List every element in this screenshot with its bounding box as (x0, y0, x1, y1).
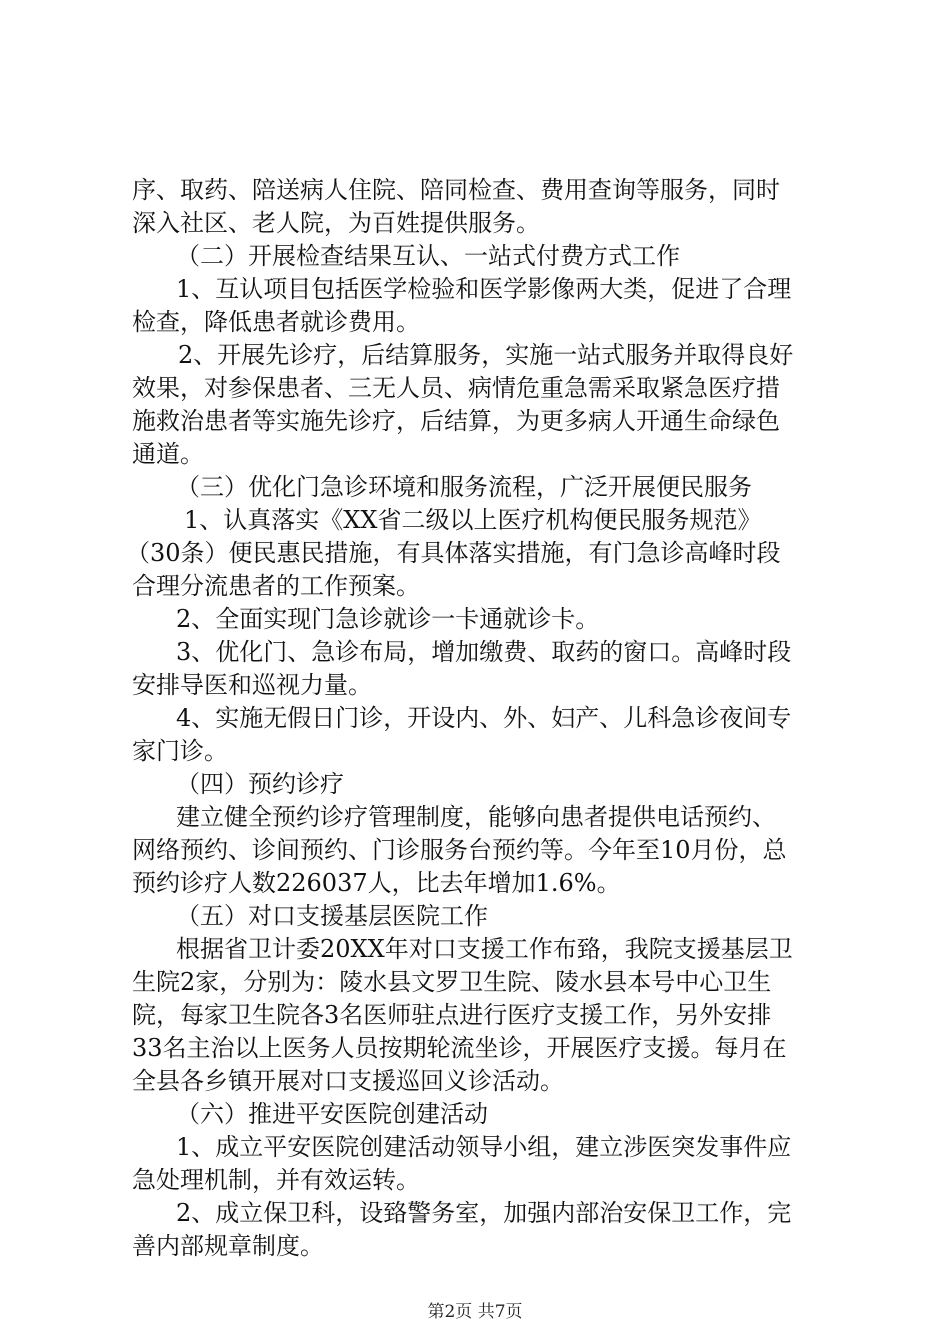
text-line: 1、认真落实《XX省二级以上医疗机构便民服务规范》 (184, 506, 762, 534)
text-line: 善内部规章制度。 (132, 1232, 324, 1260)
text-line: 安排导医和巡视力量。 (132, 671, 372, 699)
text-line: 效果，对参保患者、三无人员、病情危重急需采取紧急医疗措 (132, 374, 780, 402)
text-line: 急处理机制，并有效运转。 (132, 1166, 420, 1194)
section-heading: （二）开展检查结果互认、一站式付费方式工作 (176, 242, 680, 270)
text-line: 1、互认项目包括医学检验和医学影像两大类，促进了合理 (176, 275, 792, 303)
text-line: 根据省卫计委20XX年对口支援工作布臵，我院支援基层卫 (176, 935, 793, 963)
text-line: 合理分流患者的工作预案。 (132, 572, 420, 600)
text-line: 深入社区、老人院，为百姓提供服务。 (132, 209, 540, 237)
text-line: 序、取药、陪送病人住院、陪同检查、费用查询等服务，同时 (132, 176, 780, 204)
text-line: 33名主治以上医务人员按期轮流坐诊，开展医疗支援。每月在 (132, 1034, 787, 1062)
text-line: 家门诊。 (132, 737, 228, 765)
text-line: 2、开展先诊疗，后结算服务，实施一站式服务并取得良好 (178, 341, 794, 369)
section-heading: （五）对口支援基层医院工作 (176, 902, 488, 930)
text-line: 3、优化门、急诊布局，增加缴费、取药的窗口。高峰时段 (176, 638, 792, 666)
text-line: 生院2家，分别为：陵水县文罗卫生院、陵水县本号中心卫生 (132, 968, 772, 996)
text-line: 建立健全预约诊疗管理制度，能够向患者提供电话预约、 (176, 803, 776, 831)
text-line: 施救治患者等实施先诊疗，后结算，为更多病人开通生命绿色 (132, 407, 780, 435)
text-line: 预约诊疗人数226037人，比去年增加1.6%。 (132, 869, 621, 897)
section-heading: （三）优化门急诊环境和服务流程，广泛开展便民服务 (176, 473, 752, 501)
section-heading: （四）预约诊疗 (176, 770, 344, 798)
text-line: 4、实施无假日门诊，开设内、外、妇产、儿科急诊夜间专 (176, 704, 792, 732)
text-line: 2、成立保卫科，设臵警务室，加强内部治安保卫工作，完 (176, 1199, 792, 1227)
text-line: 网络预约、诊间预约、门诊服务台预约等。今年至10月份，总 (132, 836, 787, 864)
text-line: （30条）便民惠民措施，有具体落实措施，有门急诊高峰时段 (126, 539, 781, 567)
text-line: 1、成立平安医院创建活动领导小组，建立涉医突发事件应 (176, 1133, 792, 1161)
section-heading: （六）推进平安医院创建活动 (176, 1100, 488, 1128)
text-line: 院，每家卫生院各3名医师驻点进行医疗支援工作，另外安排 (132, 1001, 772, 1029)
text-line: 通道。 (132, 440, 204, 468)
page-footer: 第2页 共7页 (427, 1302, 523, 1322)
text-line: 全县各乡镇开展对口支援巡回义诊活动。 (132, 1067, 564, 1095)
text-line: 检查，降低患者就诊费用。 (132, 308, 420, 336)
text-line: 2、全面实现门急诊就诊一卡通就诊卡。 (176, 605, 600, 633)
